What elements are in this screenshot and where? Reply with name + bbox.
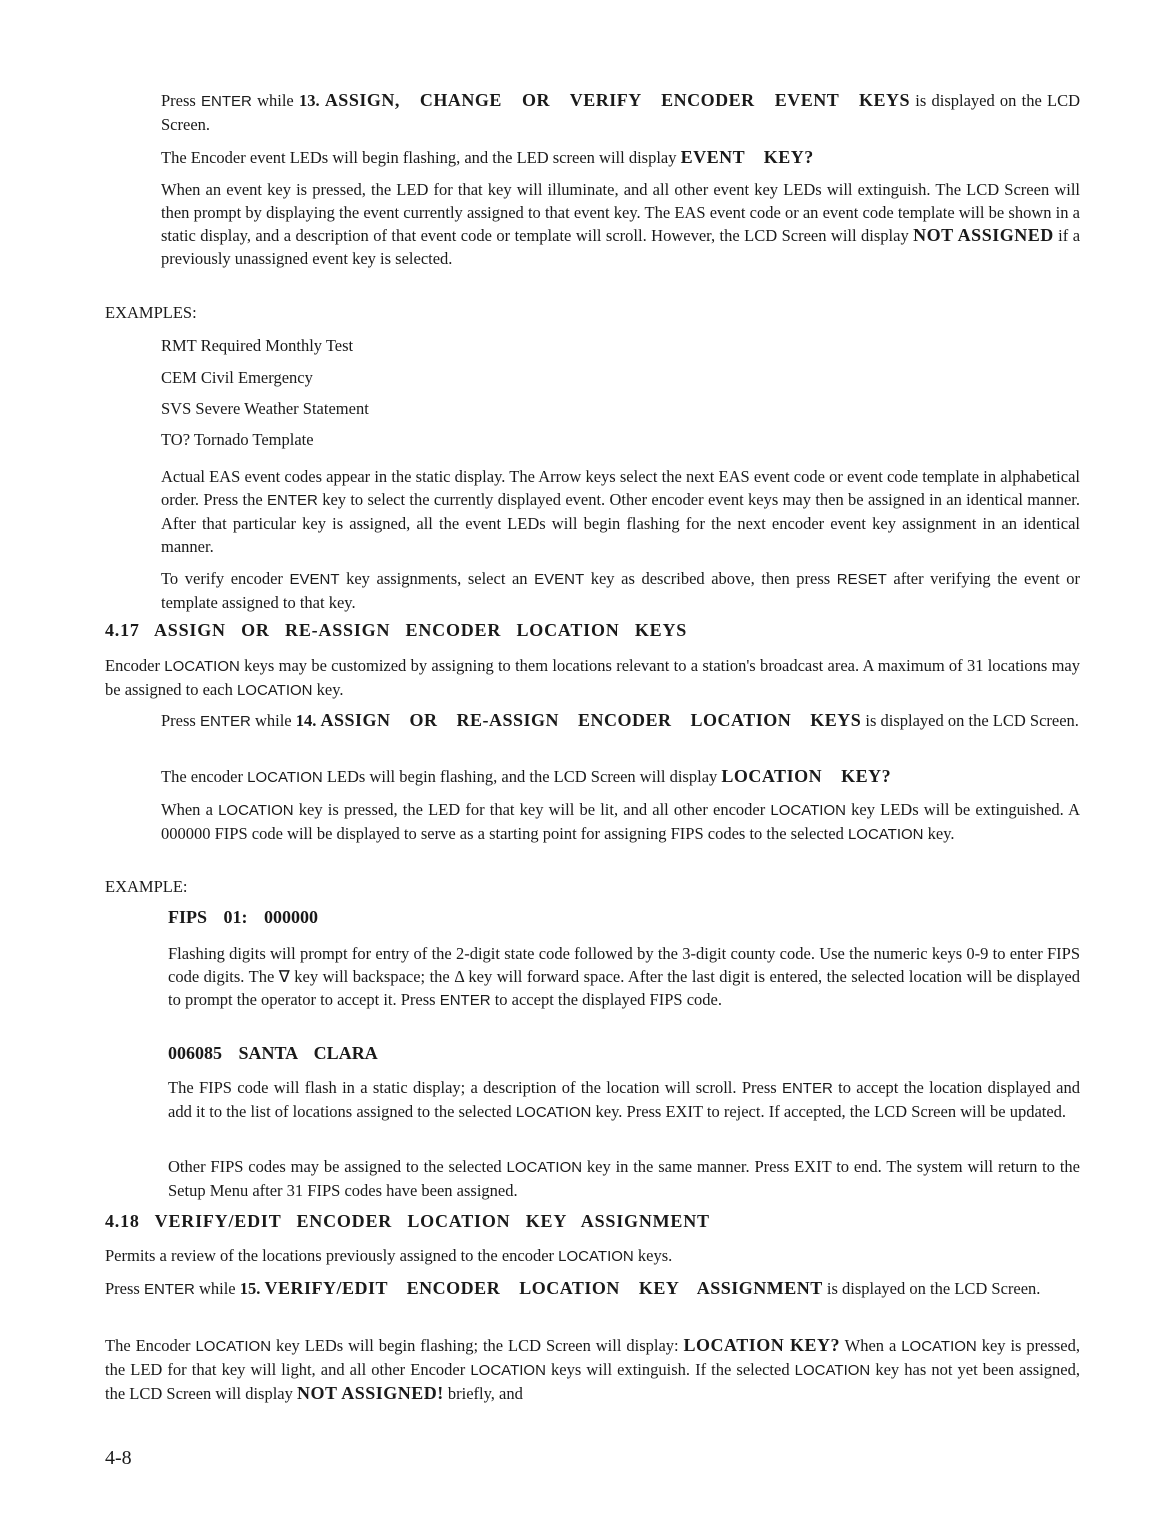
paragraph-event-leds: The Encoder event LEDs will begin flashing, and the LED screen will display EVENT KEY?: [161, 147, 814, 167]
example-item: RMT Required Monthly Test: [161, 336, 354, 355]
lcd-prompt: LOCATION KEY?: [683, 1335, 841, 1355]
paragraph-fips-flash: The FIPS code will flash in a static display; a description of the location will scroll. Press ENTER to accept the location displayed and add it to the list of locations assigned to the selected LOCATION key. Press EXIT to reject. If accepted, the LCD Screen will be updated.: [168, 1078, 1080, 1121]
example-item: CEM Civil Emergency: [161, 368, 313, 387]
paragraph-press-enter-15: Press ENTER while 15. VERIFY/EDIT ENCODER LOCATION KEY ASSIGNMENT is displayed on the LCD Screen.: [105, 1278, 1041, 1298]
section-heading-4-18: 4.18 VERIFY/EDIT ENCODER LOCATION KEY ASSIGNMENT: [105, 1211, 710, 1231]
paragraph-press-enter-13: Press ENTER while 13. ASSIGN, CHANGE OR VERIFY ENCODER EVENT KEYS is displayed on the LCD Screen.: [161, 90, 1080, 134]
lcd-fips-display: FIPS 01: 000000: [168, 907, 318, 927]
lcd-command: ASSIGN, CHANGE OR VERIFY ENCODER EVENT KEYS: [324, 90, 911, 110]
paragraph-event-key-pressed: When an event key is pressed, the LED for that key will illuminate, and all other event key LEDs will extinguish. The LCD Screen will then prompt by displaying the event currently assigned to that event key. The EAS event code or an event code template will be shown in a static display, and a description of that event code or template will scroll. However, the LCD Screen will display NOT ASSIGNED if a previously unassigned event key is selected.: [161, 180, 1081, 268]
lcd-location-display: 006085 SANTA CLARA: [168, 1043, 378, 1063]
paragraph-location-key-pressed: When a LOCATION key is pressed, the LED for that key will be lit, and all other encoder LOCATION key LEDs will be extinguished. A 000000 FIPS code will be displayed to serve as a starting point for assigning FIPS codes to the selected LOCATION key.: [161, 800, 1080, 843]
paragraph-verify-intro: Permits a review of the locations previously assigned to the encoder LOCATION keys.: [105, 1246, 673, 1265]
page-number: 4-8: [105, 1447, 132, 1469]
examples-label: EXAMPLES:: [105, 303, 197, 322]
paragraph-location-keys-intro: Encoder LOCATION keys may be customized by assigning to them locations relevant to a station's broadcast area. A maximum of 31 locations may be assigned to each LOCATION key.: [105, 656, 1080, 699]
example-item: SVS Severe Weather Statement: [161, 399, 369, 418]
lcd-message: NOT ASSIGNED: [913, 225, 1054, 245]
lcd-command: VERIFY/EDIT ENCODER LOCATION KEY ASSIGNMENT: [264, 1278, 823, 1298]
paragraph-flashing-digits: Flashing digits will prompt for entry of the 2-digit state code followed by the 3-digit county code. Use the numeric keys 0-9 to enter FIPS code digits. The ∇ key will backspace; the Δ key will forward space. After the last digit is entered, the selected location will be displayed to prompt the operator to accept it. Press ENTER to accept the displayed FIPS code.: [168, 944, 1080, 1009]
lcd-prompt: LOCATION KEY?: [721, 766, 892, 786]
paragraph-press-enter-14: Press ENTER while 14. ASSIGN OR RE-ASSIGN ENCODER LOCATION KEYS is displayed on the LCD Screen.: [161, 710, 1079, 730]
paragraph-other-fips: Other FIPS codes may be assigned to the selected LOCATION key in the same manner. Press EXIT to end. The system will return to the Setup Menu after 31 FIPS codes have been assigned.: [168, 1157, 1081, 1200]
paragraph-actual-eas-codes: Actual EAS event codes appear in the static display. The Arrow keys select the next EAS event code or event code template in alphabetical order. Press the ENTER key to select the currently displayed event. Other encoder event keys may then be assigned in an identical manner. After that particular key is assigned, all the event LEDs will begin flashing for the next encoder event key assignment in an identical manner.: [161, 467, 1080, 556]
paragraph-verify-event-keys: To verify encoder EVENT key assignments, select an EVENT key as described above, then press RESET after verifying the event or template assigned to that key.: [161, 569, 1081, 612]
example-item: TO? Tornado Template: [161, 430, 314, 449]
lcd-prompt: EVENT KEY?: [680, 147, 814, 167]
paragraph-location-leds: The encoder LOCATION LEDs will begin flashing, and the LCD Screen will display LOCATION KEY?: [161, 766, 892, 786]
lcd-message: NOT ASSIGNED!: [297, 1383, 444, 1403]
section-heading-4-17: 4.17 ASSIGN OR RE-ASSIGN ENCODER LOCATION KEYS: [105, 620, 688, 640]
lcd-command: ASSIGN OR RE-ASSIGN ENCODER LOCATION KEYS: [320, 710, 862, 730]
example-label: EXAMPLE:: [105, 877, 188, 896]
paragraph-verify-leds: The Encoder LOCATION key LEDs will begin flashing; the LCD Screen will display: LOCATION KEY? When a LOCATION key is pressed, the LED for that key will light, and all other Encoder LOCATION keys will extinguish. If the selected LOCATION key has not yet been assigned, the LCD Screen will display NOT ASSIGNED! briefly, and: [105, 1335, 1080, 1403]
